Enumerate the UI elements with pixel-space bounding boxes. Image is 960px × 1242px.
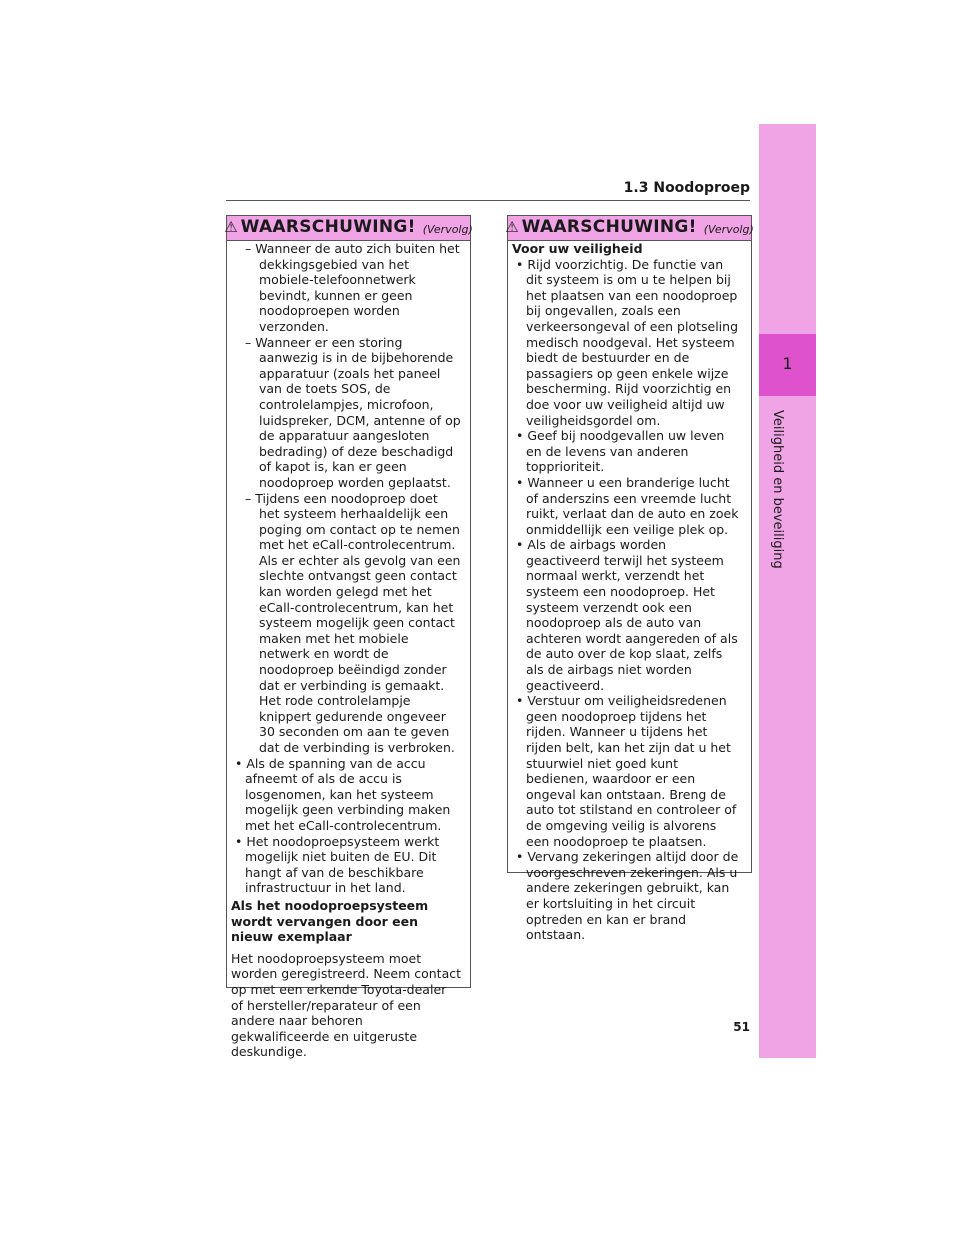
warning-header [224,216,473,241]
sub-heading: Voor uw veiligheid [512,241,643,256]
warning-continued: (Vervolg) [703,223,754,237]
page-number: 51 [733,1020,750,1034]
warning-triangle-icon: ⚠ [505,218,519,237]
warning-triangle-icon: ⚠ [224,218,238,237]
bullet-item: • Geef bij noodgevallen uw leven en de levens van anderen topprioriteit. [516,428,725,475]
chapter-number: 1 [782,354,793,373]
bullet-item: • Wanneer u een branderige lucht of anderszins een vreemde lucht ruikt, verlaat dan de auto en zoek onmiddellijk een veilige plek op. [516,474,739,537]
warning-continued: (Vervolg) [422,223,473,237]
bullet-item: • Rijd voorzichtig. De functie van dit systeem is om u te helpen bij het plaatsen van een noodoproep bij ongevallen, zoals een verkeersongeval of een plotseling medisch noodgeval. Het systeem biedt de bestuurder en de passagiers op geen enkele wijze bescherming. Rijd voorzichtig en doe voor uw veiligheid altijd uw veiligheidsgordel om. [516,256,739,428]
warning-box-left [224,215,473,1060]
chapter-side-tab [759,124,816,1058]
bullet-item: • Vervang zekeringen altijd door de voorgeschreven zekeringen. Als u andere zekeringen gebruikt, kan er kortsluiting in het circuit optreden en kan er brand ontstaan. [516,849,739,943]
warning-header [505,216,754,241]
paragraph: Het noodoproepsysteem moet worden geregistreerd. Neem contact op met een erkende Toyota-dealer of hersteller/reparateur of een andere naar behoren gekwalificeerde en uitgeruste deskundige. [231,950,462,1060]
dash-item: – Wanneer er een storing aanwezig is in de bijbehorende apparatuur (zoals het paneel van de toets SOS, de controlelampjes, microfoon, luidspreker, DCM, antenne of op de apparatuur aangesloten bedrading) of deze beschadigd of kapot is, kan er geen noodoproep worden geplaatst. [245,334,461,490]
dash-item: – Tijdens een noodoproep doet het systeem herhaaldelijk een poging om contact op te nemen met het eCall-controlecentrum. Als er echter als gevolg van een slechte ontvangst geen contact kan worden gelegd met het eCall-controlecentrum, kan het systeem mogelijk geen contact maken met het mobiele netwerk en wordt de noodoproep beëindigd zonder dat er verbinding is gemaakt. Het rode controlelampje knippert gedurende ongeveer 30 seconden om aan te geven dat de verbinding is verbroken. [245,490,461,755]
header-divider [226,200,750,201]
warning-title: WAARSCHUWING! [521,217,697,238]
dash-item: – Wanneer de auto zich buiten het dekkingsgebied van het mobiele-telefoonnetwerk bevindt, kunnen er geen noodoproepen worden verzonden. [245,241,460,334]
warning-title: WAARSCHUWING! [240,217,416,238]
bullet-item: • Verstuur om veiligheidsredenen geen noodoproep tijdens het rijden. Wanneer u tijdens het rijden belt, kan het zijn dat u het stuurwiel niet goed kunt bedienen, waardoor er een ongeval kan ontstaan. Breng de auto tot stilstand en controleer of de omgeving veilig is alvorens een noodoproep te plaatsen. [516,693,737,849]
warning-content [227,241,470,1068]
section-header: 1.3 Noodoproep [623,180,750,196]
chapter-label: Veiligheid en beveiliging [770,410,785,569]
bullet-item: • Het noodoproepsysteem werkt mogelijk niet buiten de EU. Dit hangt af van de beschikbare infrastructuur in het land. [235,833,440,896]
warning-content [508,241,751,951]
sub-heading: Als het noodoproepsysteem wordt vervangen door een nieuw exemplaar [231,897,429,945]
warning-box-right [505,215,754,943]
bullet-item: • Als de spanning van de accu afneemt of als de accu is losgenomen, kan het systeem mogelijk geen verbinding maken met het eCall-controlecentrum. [235,755,451,833]
bullet-item: • Als de airbags worden geactiveerd terwijl het systeem normaal werkt, verzendt het systeem een noodoproep. Het systeem verzendt ook een noodoproep als de auto van achteren wordt aangereden of als de auto over de kop slaat, zelfs als de airbags niet worden geactiveerd. [516,537,738,693]
